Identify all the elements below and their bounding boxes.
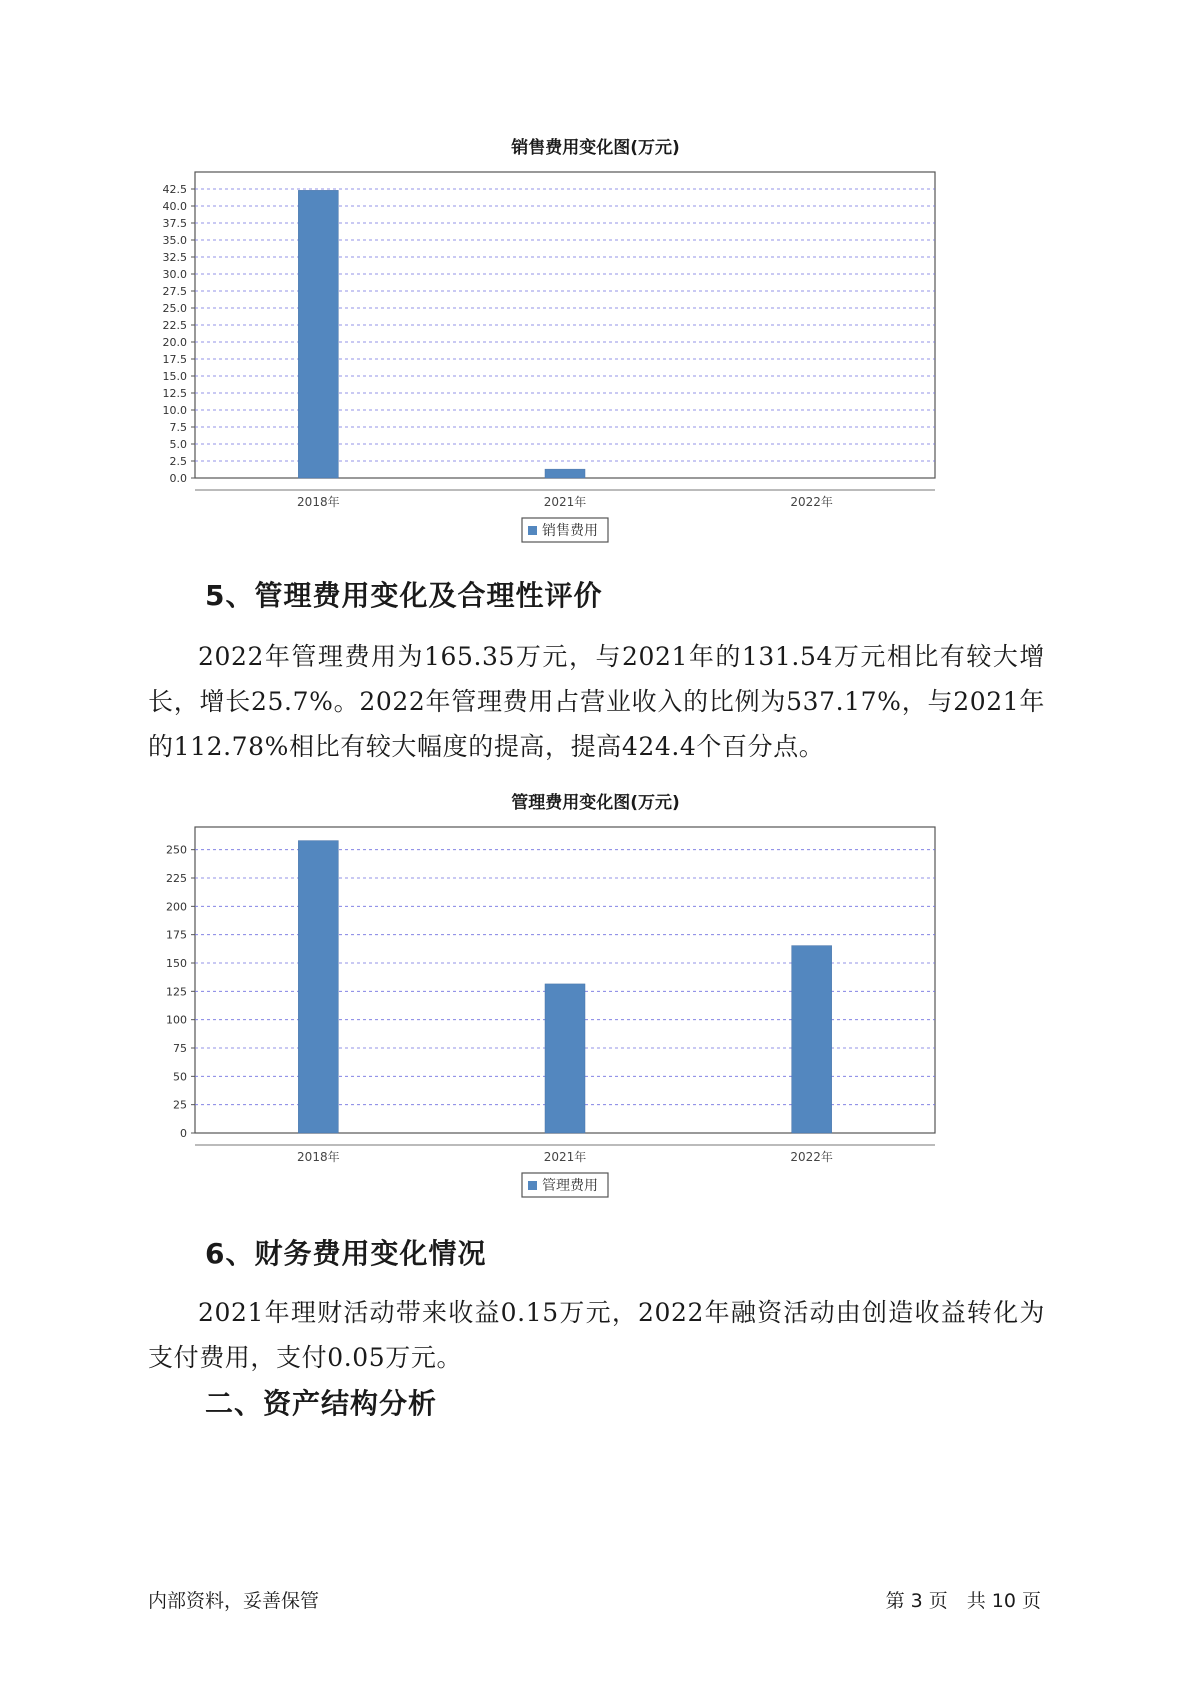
y-tick-label: 100 bbox=[166, 1013, 187, 1027]
legend bbox=[522, 1173, 608, 1197]
y-tick-label: 22.5 bbox=[162, 319, 187, 332]
y-tick-label: 50 bbox=[173, 1070, 187, 1084]
y-tick-label: 35.0 bbox=[162, 234, 187, 247]
legend-label: 销售费用 bbox=[542, 523, 598, 539]
bar-2022年 bbox=[792, 946, 832, 1133]
mgmt-expense-bar-chart bbox=[140, 815, 1040, 1255]
y-tick-label: 0.0 bbox=[169, 472, 187, 485]
y-tick-label: 200 bbox=[166, 900, 187, 914]
y-tick-label: 250 bbox=[166, 843, 187, 857]
x-tick-label: 2021年 bbox=[543, 495, 587, 509]
legend-label: 管理费用 bbox=[542, 1178, 598, 1194]
y-tick-label: 20.0 bbox=[162, 336, 187, 349]
y-tick-label: 10.0 bbox=[162, 404, 187, 417]
sales-expense-bar-chart bbox=[140, 160, 1040, 600]
section-6-paragraph: 2021年理财活动带来收益0.15万元，2022年融资活动由创造收益转化为支付费用，支付0.05万元。 bbox=[148, 1298, 1045, 1372]
legend-swatch bbox=[528, 526, 537, 535]
bar-2021年 bbox=[545, 469, 585, 478]
y-tick-label: 15.0 bbox=[162, 370, 187, 383]
y-tick-label: 17.5 bbox=[162, 353, 187, 366]
x-tick-label: 2022年 bbox=[790, 495, 833, 509]
footer-confidential-note: 内部资料，妥善保管 bbox=[148, 1590, 320, 1612]
y-tick-label: 225 bbox=[166, 872, 187, 885]
bar-2021年 bbox=[545, 984, 585, 1133]
y-tick-label: 32.5 bbox=[162, 251, 187, 264]
bar-2018年 bbox=[298, 841, 338, 1133]
y-tick-label: 42.5 bbox=[162, 183, 187, 196]
section-5-paragraph: 2022年管理费用为165.35万元，与2021年的131.54万元相比有较大增长，增长25.7%。2022年管理费用占营业收入的比例为537.17%，与2021年的112.78%相比有较大幅度的提高，提高424.4个百分点。 bbox=[148, 642, 1045, 761]
bar-2018年 bbox=[298, 190, 338, 478]
y-tick-label: 37.5 bbox=[162, 217, 187, 230]
y-tick-label: 75 bbox=[173, 1042, 187, 1055]
y-tick-label: 5.0 bbox=[169, 438, 187, 451]
y-tick-label: 150 bbox=[166, 957, 187, 970]
section-5-heading: 5、管理费用变化及合理性评价 bbox=[205, 579, 603, 612]
legend bbox=[522, 518, 608, 542]
mgmt-chart-title: 管理费用变化图(万元) bbox=[511, 793, 680, 813]
legend-swatch bbox=[528, 1181, 537, 1190]
sales-chart-title: 销售费用变化图(万元) bbox=[511, 138, 680, 158]
y-tick-label: 40.0 bbox=[162, 200, 187, 213]
section-6-heading: 6、财务费用变化情况 bbox=[205, 1237, 487, 1270]
x-tick-label: 2018年 bbox=[297, 1150, 340, 1164]
y-tick-label: 2.5 bbox=[169, 455, 187, 468]
y-tick-label: 7.5 bbox=[169, 421, 187, 434]
y-tick-label: 0 bbox=[180, 1127, 187, 1140]
y-tick-label: 25.0 bbox=[162, 302, 187, 315]
x-tick-label: 2021年 bbox=[543, 1150, 587, 1164]
y-tick-label: 25 bbox=[173, 1098, 187, 1112]
y-tick-label: 27.5 bbox=[162, 285, 187, 298]
x-tick-label: 2018年 bbox=[297, 495, 340, 509]
y-tick-label: 175 bbox=[166, 928, 187, 942]
footer-page-number: 第 3 页 共 10 页 bbox=[885, 1590, 1041, 1612]
section-two-heading: 二、资产结构分析 bbox=[205, 1387, 438, 1420]
x-tick-label: 2022年 bbox=[790, 1150, 833, 1164]
y-tick-label: 125 bbox=[166, 985, 187, 999]
y-tick-label: 30.0 bbox=[162, 268, 187, 281]
y-tick-label: 12.5 bbox=[162, 387, 187, 400]
